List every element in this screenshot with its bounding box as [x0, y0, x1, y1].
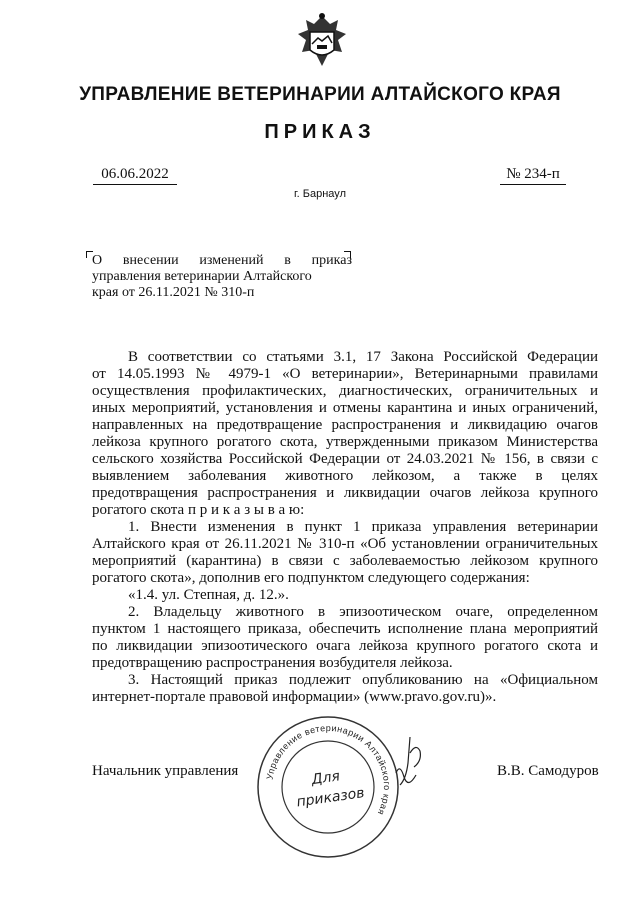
official-stamp-icon — [253, 712, 403, 862]
item1-line: 1. Внести изменения в пункт 1 приказа управления ветеринарии — [128, 519, 598, 535]
preamble-line: от 14.05.1993 № 4979-1 «О ветеринарии», Ветеринарными правилами — [92, 366, 598, 382]
item2-line: пунктом 1 настоящего приказа, обеспечить исполнение плана мероприятий — [92, 621, 598, 637]
handwritten-signature-icon — [386, 733, 446, 793]
preamble-line: предотвращения распространения и ликвидации очагов лейкоза крупного — [92, 485, 598, 501]
organization-name: УПРАВЛЕНИЕ ВЕТЕРИНАРИИ АЛТАЙСКОГО КРАЯ — [79, 84, 561, 105]
item1-line: мероприятий (карантина) в связи с заболеваемостью лейкозом крупного — [92, 553, 598, 569]
document-city: г. Барнаул — [294, 188, 346, 200]
subject-line: управления ветеринарии Алтайского — [92, 269, 312, 284]
document-type: ПРИКАЗ — [264, 121, 376, 143]
item2-line: 2. Владельцу животного в эпизоотическом очаге, определенном — [128, 604, 598, 620]
preamble-line: осуществления профилактических, диагностических, ограничительных и — [92, 383, 598, 399]
altai-coat-of-arms-icon — [290, 10, 354, 74]
preamble-line: выявлением заболевания животного лейкозом, а также в целях — [92, 468, 598, 484]
subject-line: края от 26.11.2021 № 310-п — [92, 285, 255, 300]
item2-line: предотвращению распространения возбудителя лейкоза. — [92, 655, 453, 671]
item2-line: по ликвидации эпизоотического очага лейкоза крупного рогатого скота и — [92, 638, 598, 654]
item3-line: 3. Настоящий приказ подлежит опубликованию на «Официальном — [128, 672, 598, 688]
document-number: № 234-п — [500, 166, 566, 185]
item1-quote: «1.4. ул. Степная, д. 12.». — [128, 587, 289, 603]
preamble-line: направленных на предотвращение распространения и ликвидацию очагов — [92, 417, 598, 433]
stamp-center-line: приказов — [295, 785, 366, 811]
document-date: 06.06.2022 — [93, 166, 177, 185]
preamble-line: рогатого скота п р и к а з ы в а ю: — [92, 502, 305, 518]
preamble-line: иных мероприятий, установления и отмены карантина и иных ограничений, — [92, 400, 598, 416]
stamp-ring-text: Управление ветеринарии Алтайского края — [264, 722, 393, 817]
signatory-position: Начальник управления — [92, 763, 239, 779]
subject-line: О внесении изменений в приказ — [92, 253, 352, 268]
item1-line: Алтайского края от 26.11.2021 № 310-п «Об установлении ограничительных — [92, 536, 598, 552]
document-subject — [92, 253, 352, 301]
preamble-line: лейкоза крупного рогатого скота, утвержденными приказом Министерства — [92, 434, 598, 450]
item3-line: интернет-портале правовой информации» (www.pravo.gov.ru)». — [92, 689, 497, 705]
preamble-line: В соответствии со статьями 3.1, 17 Закона Российской Федерации — [128, 349, 598, 365]
document-body — [92, 349, 598, 706]
signatory-name: В.В. Самодуров — [497, 763, 599, 779]
preamble-line: сельского хозяйства Российской Федерации от 24.03.2021 № 156, в связи с — [92, 451, 598, 467]
item1-line: рогатого скота», дополнив его подпунктом следующего содержания: — [92, 570, 530, 586]
stamp-center-line: Для — [310, 768, 341, 789]
